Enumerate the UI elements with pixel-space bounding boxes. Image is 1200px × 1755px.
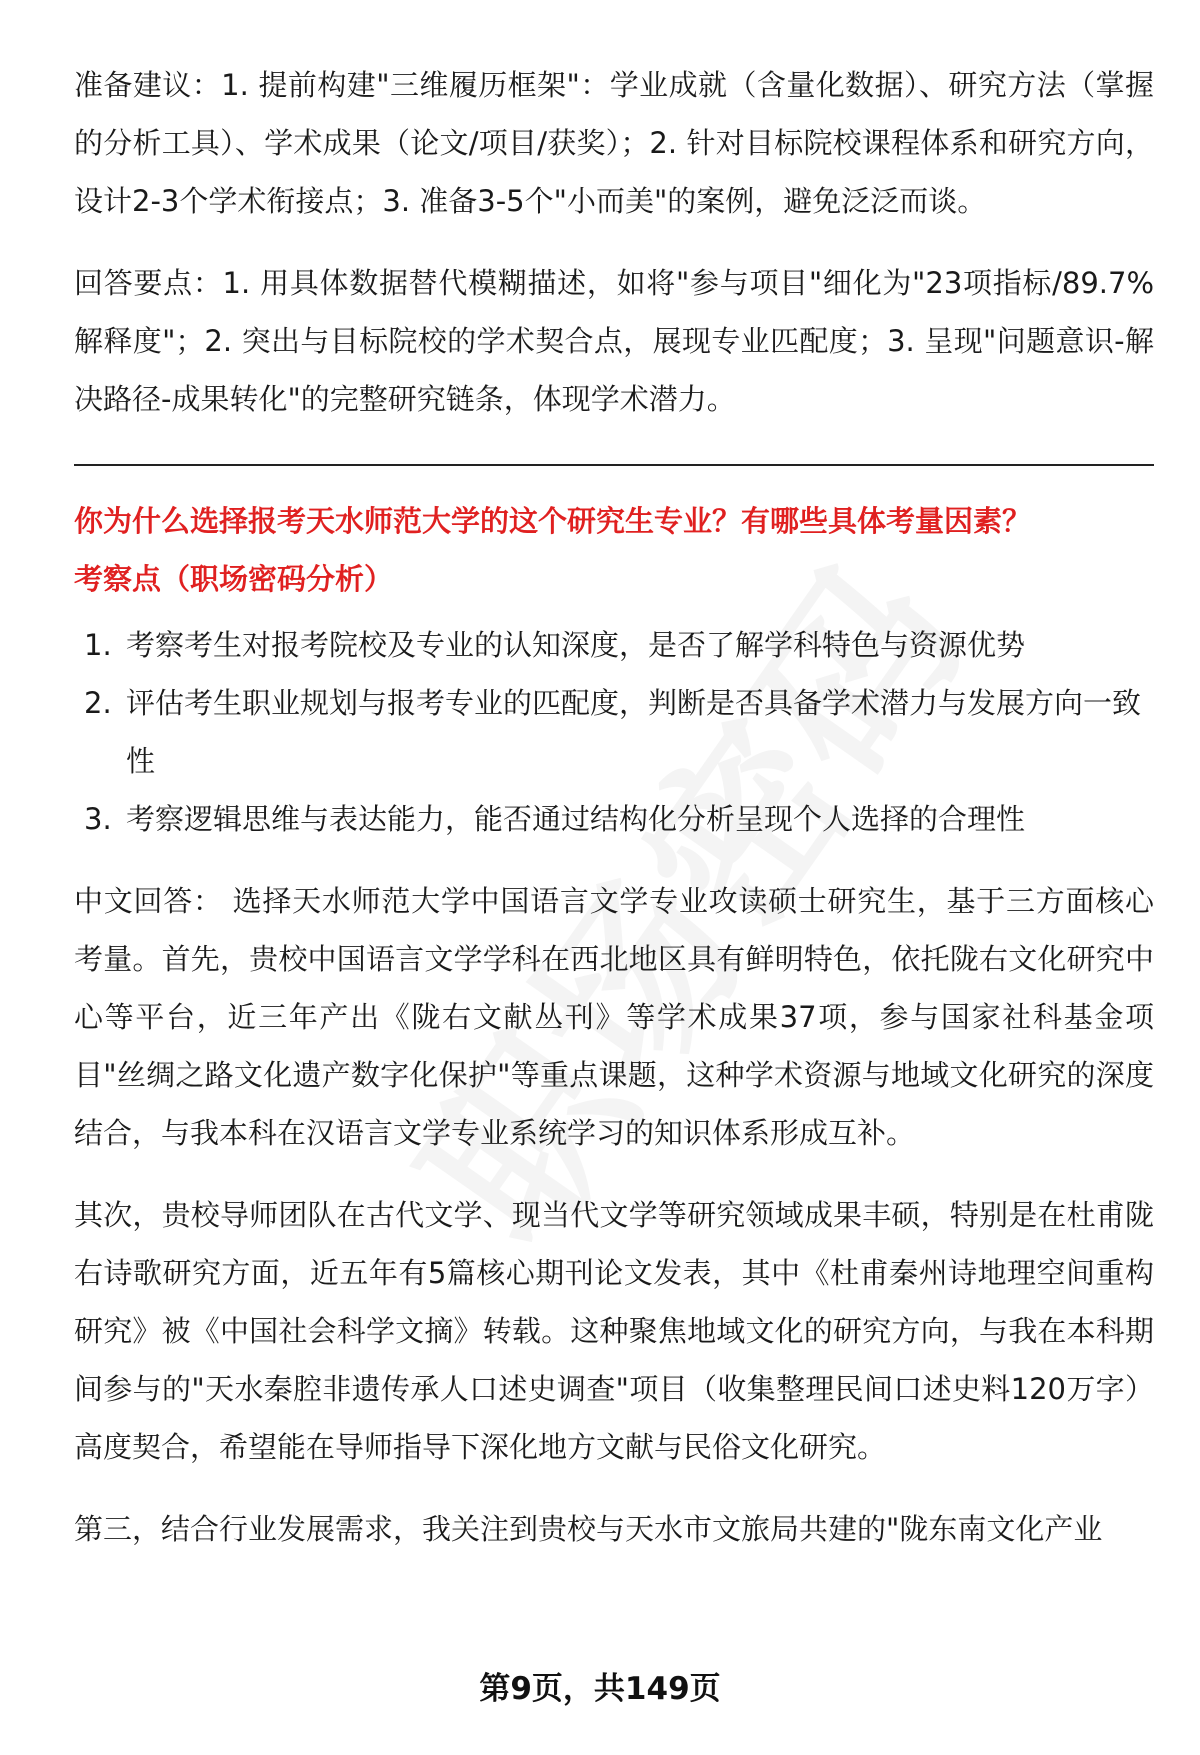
- list-item-text: 评估考生职业规划与报考专业的匹配度，判断是否具备学术潜力与发展方向一致性: [126, 686, 1142, 778]
- list-item: [74, 674, 1154, 790]
- section-divider: [74, 464, 1154, 466]
- exam-points-list: [74, 616, 1154, 848]
- list-item-text: 考察逻辑思维与表达能力，能否通过结构化分析呈现个人选择的合理性: [126, 802, 1026, 836]
- exam-points-heading: 考察点（职场密码分析）: [74, 562, 394, 596]
- list-item: [74, 616, 1154, 674]
- answer-points-paragraph: 回答要点：1. 用具体数据替代模糊描述，如将"参与项目"细化为"23项指标/89.7%解释度"；2. 突出与目标院校的学术契合点，展现专业匹配度；3. 呈现"问题意识-解决路径-成果转化"的完整研究链条，体现学术潜力。: [74, 266, 1154, 416]
- answer-paragraph-3: 第三，结合行业发展需求，我关注到贵校与天水市文旅局共建的"陇东南文化产业: [74, 1512, 1103, 1546]
- answer-paragraph-1: 中文回答： 选择天水师范大学中国语言文学专业攻读硕士研究生，基于三方面核心考量。首先，贵校中国语言文学学科在西北地区具有鲜明特色，依托陇右文化研究中心等平台，近三年产出《陇右文献丛刊》等学术成果37项，参与国家社科基金项目"丝绸之路文化遗产数字化保护"等重点课题，这种学术资源与地域文化研究的深度结合，与我本科在汉语言文学专业系统学习的知识体系形成互补。: [74, 884, 1154, 1150]
- document-body: [74, 56, 1154, 1582]
- list-item-number: 2.: [84, 686, 112, 720]
- prep-advice-paragraph: 准备建议：1. 提前构建"三维履历框架"：学业成就（含量化数据）、研究方法（掌握的分析工具）、学术成果（论文/项目/获奖）；2. 针对目标院校课程体系和研究方向，设计2-3个学术衔接点；3. 准备3-5个"小而美"的案例，避免泛泛而谈。: [74, 68, 1154, 218]
- list-item-number: 1.: [84, 628, 112, 662]
- list-item-text: 考察考生对报考院校及专业的认知深度，是否了解学科特色与资源优势: [126, 628, 1026, 662]
- page-footer: 第9页，共149页: [479, 1671, 721, 1707]
- list-item: [74, 790, 1154, 848]
- answer-paragraph-2: 其次，贵校导师团队在古代文学、现当代文学等研究领域成果丰硕，特别是在杜甫陇右诗歌研究方面，近五年有5篇核心期刊论文发表，其中《杜甫秦州诗地理空间重构研究》被《中国社会科学文摘》转载。这种聚焦地域文化的研究方向，与我在本科期间参与的"天水秦腔非遗传承人口述史调查"项目（收集整理民间口述史料120万字）高度契合，希望能在导师指导下深化地方文献与民俗文化研究。: [74, 1198, 1154, 1464]
- question-heading: 你为什么选择报考天水师范大学的这个研究生专业？有哪些具体考量因素？: [74, 504, 1032, 538]
- list-item-number: 3.: [84, 802, 112, 836]
